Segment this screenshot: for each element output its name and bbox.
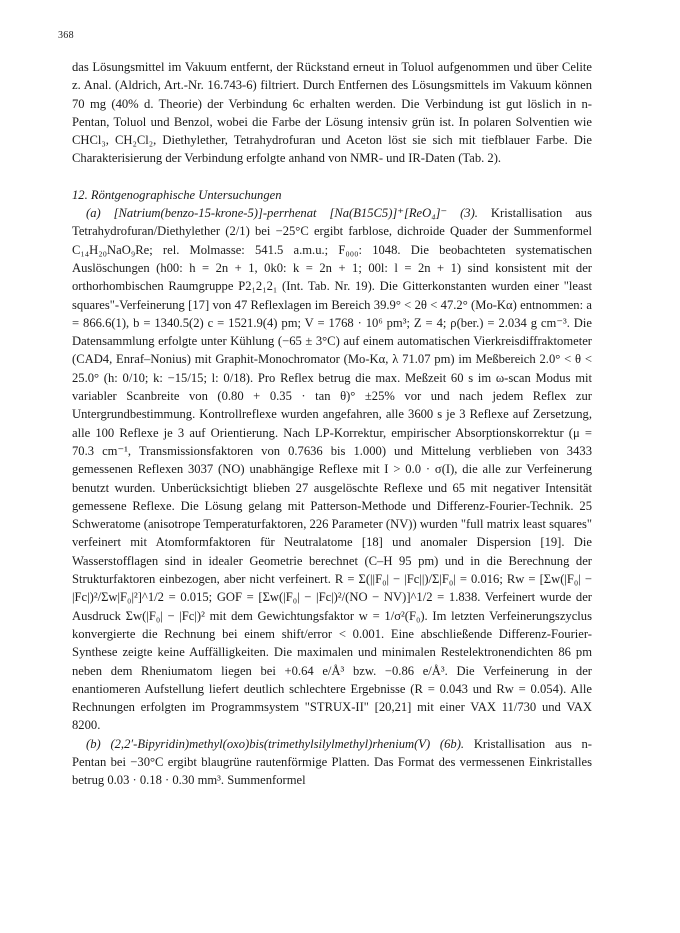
paragraph-a bbox=[72, 204, 592, 735]
intro-paragraph: das Lösungsmittel im Vakuum entfernt, der Rückstand erneut in Toluol aufgenommen und über Celite z. Anal. (Aldrich, Art.-Nr. 16.743-6) filtriert. Durch Entfernen des Lösungsmittels im Vakuum können 70 mg (40% d. Theorie) der Verbindung 6c erhalten werden. Die Verbindung ist gut löslich in n-Pentan, Toluol und Benzol, wobei die Farbe der Lösung intensiv grün ist. In polaren Solventien wie CHCl₃, CH₂Cl₂, Diethylether, Tetrahydrofuran und Aceton löst sie sich mit tiefblauer Farbe. Die Charakterisierung der Verbindung erfolgte anhand von NMR- und IR-Daten (Tab. 2). bbox=[72, 60, 592, 166]
paragraph-b-heading: (b) (2,2′-Bipyridin)methyl(oxo)bis(trimethylsilylmethyl)rhenium(V) (6b). bbox=[86, 736, 465, 751]
body-text bbox=[72, 58, 592, 790]
paragraph-a-text: Kristallisation aus Tetrahydrofuran/Diethylether (2/1) bei −25°C ergibt farblose, dichroide Quader der Summenformel C₁₄H₂₀NaO₉Re; rel. Molmasse: 541.5 a.m.u.; F₀₀₀: 1048. Die beobachteten systematischen Auslöschungen (h00: h = 2n + 1, 0k0: k = 2n + 1; 00l: l = 2n + 1) sind konsistent mit der orthorhombischen Raumgruppe P2₁2₁2₁ (Int. Tab. Nr. 19). Die Gitterkonstanten wurden einer "least squares"-Verfeinerung [17] von 47 Reflexlagen im Bereich 39.9° < 2θ < 47.2° (Mo-Kα) entnommen: a = 866.6(1), b = 1340.5(2) c = 1521.9(4) pm; V = 1768 · 10⁶ pm³; Z = 4; ρ(ber.) = 2.034 g cm⁻³. Die Datensammlung erfolgte unter Kühlung (−65 ± 3°C) auf einem automatischen Vierkreisdiffraktometer (CAD4, Enraf–Nonius) mit Graphit-Monochromator (Mo-Kα, λ 71.07 pm) im Meßbereich 2.0° < θ < 25.0° (h: 0/10; k: −15/15; l: 0/18). Pro Reflex betrug die max. Meßzeit 60 s im ω-scan Modus mit variabler Scanbreite von (0.80 + 0.35 · tan θ)° ±25% vor und nach jedem Reflex zur Untergrundbestimmung. Kontrollreflexe wurden angefahren, alle 3600 s je 3 Reflexe auf Zersetzung, alle 100 Reflexe je 3 auf Orientierung. Nach LP-Korrektur, empirischer Absorptionskorrektur (μ = 70.3 cm⁻¹, Transmissionsfaktoren von 0.7636 bis 1.000) und Mittelung verblieben von 3433 gemessenen Reflexen 3037 (NO) unabhängige Reflexe mit I > 0.0 · σ(I), die alle zur Verfeinerung benutzt wurden. Unberücksichtigt blieben 27 ausgelöschte Reflexe und 65 mit negativer Intensität gemessene Reflexe. Die Lösung gelang mit Patterson-Methode und Differenz-Fourier-Technik. 25 Schweratome (anisotrope Temperaturfaktoren, 226 Parameter (NV)) wurden "full matrix least squares" verfeinert mit Atomformfaktoren für Neutralatome [18] und anomaler Dispersion [19]. Die Wasserstofflagen sind in idealer Geometrie berechnet (C–H 95 pm) und in die Berechnung der Strukturfaktoren einbezogen, aber nicht verfeinert. R = Σ(||F₀| − |Fc||)/Σ|F₀| = 0.016; Rw = [Σw(|F₀| − |Fc|)²/Σw|F₀|²]^1/2 = 0.015; GOF = [Σw(|F₀| − |Fc|)²/(NO − NV)]^1/2 = 1.838. Verfeinert wurde der Ausdruck Σw(|F₀| − |Fc|)² mit dem Gewichtungsfaktor w = 1/σ²(F₀). Im letzten Verfeinerungszyclus konvergierte die Rechnung bei einem shift/error < 0.001. Eine abschließende Differenz-Fourier-Synthese zeigte keine Auffälligkeiten. Die maximalen und minimalen Restelektronendichten 86 pm neben dem Rheniumatom liegen bei +0.64 e/Å³ bzw. −0.86 e/Å³. Die Verfeinerung in der enantiomeren Aufstellung liefert deutlich schlechtere Ergebnisse (R = 0.043 und Rw = 0.054). Alle Rechnungen erfolgten im Programmsystem "STRUX-II" [20,21] mit einer VAX 11/730 und VAX 8200. bbox=[72, 206, 592, 733]
section-heading: 12. Röntgenographische Untersuchungen bbox=[72, 187, 282, 202]
paragraph-b bbox=[72, 735, 592, 790]
paragraph-b-text: Kristallisation aus n-Pentan bei −30°C ergibt blaugrüne rautenförmige Platten. Das Format des vermessenen Einkristalles betrug 0.03 · 0.18 · 0.30 mm³. Summenformel bbox=[72, 736, 592, 788]
page-number: 368 bbox=[58, 30, 74, 41]
paragraph-a-heading: (a) [Natrium(benzo-15-krone-5)]-perrhenat [Na(B15C5)]⁺[ReO₄]⁻ (3). bbox=[86, 206, 478, 221]
